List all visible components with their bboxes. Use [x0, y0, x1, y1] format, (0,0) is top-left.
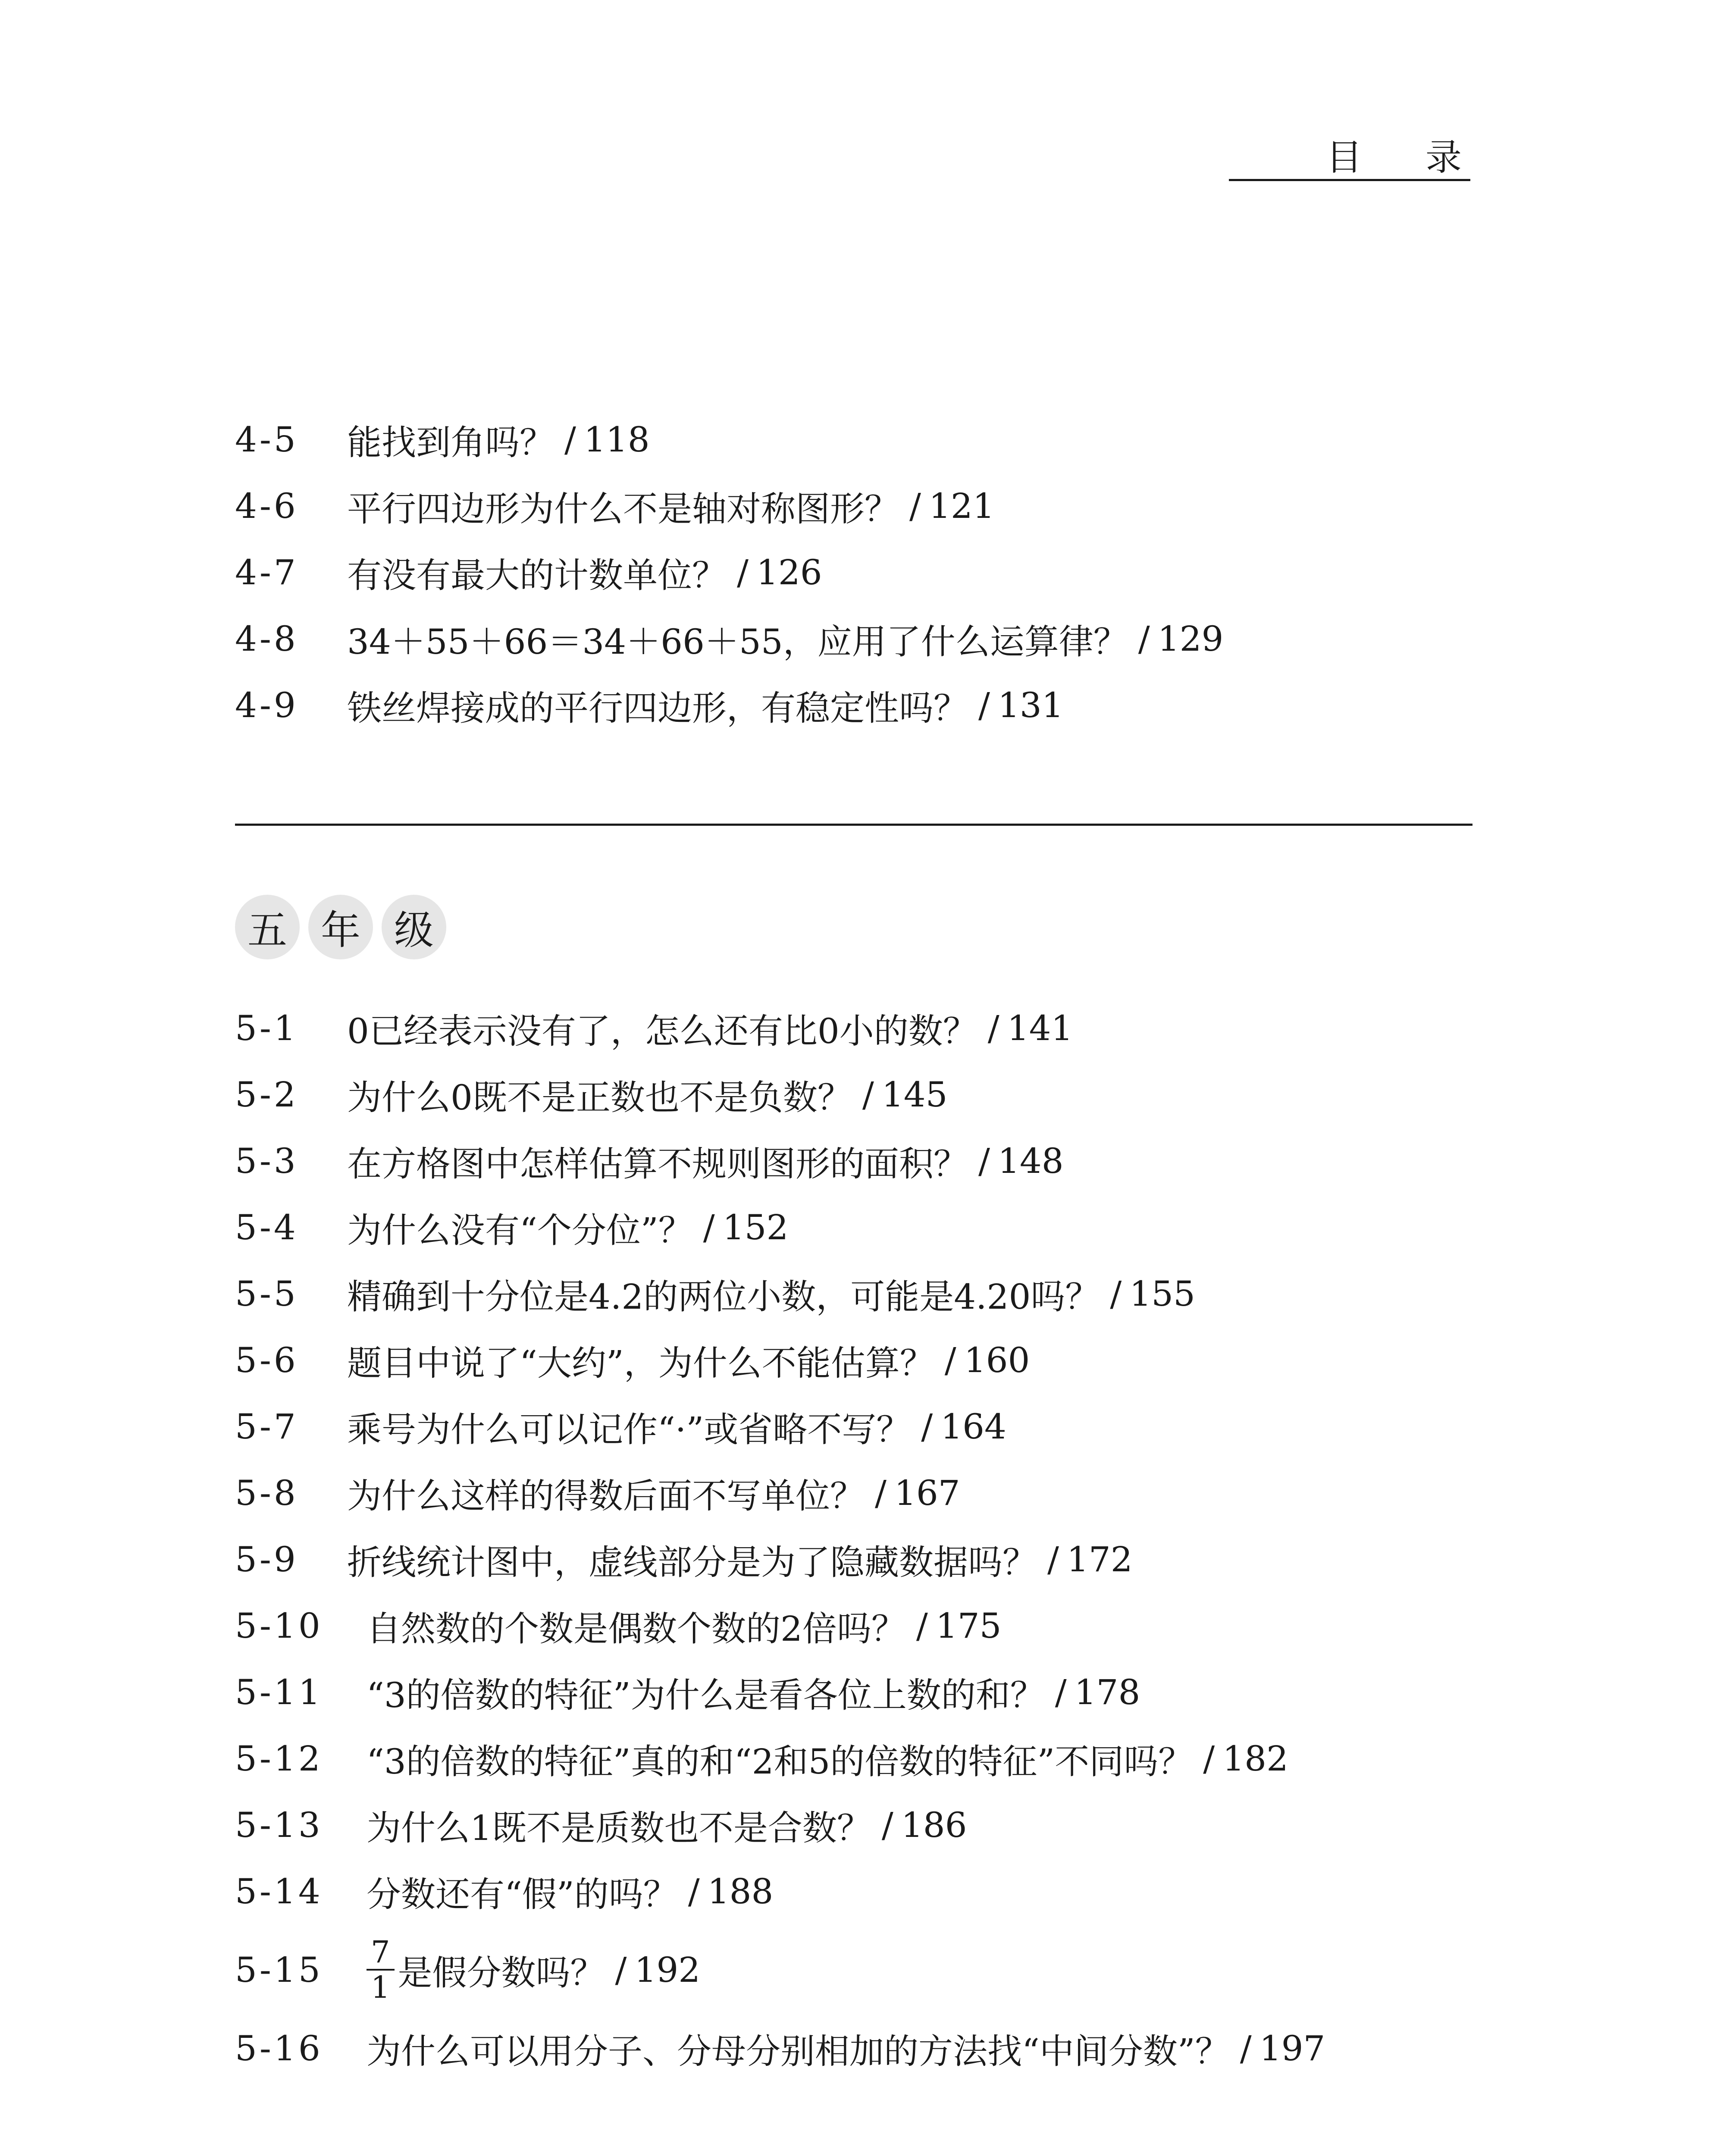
toc-entry-title: 能找到角吗？: [347, 422, 554, 463]
toc-entry-title: 34＋55＋66＝34＋66＋55，应用了什么运算律？: [347, 621, 1128, 662]
toc-entry[interactable]: [235, 995, 1325, 1061]
toc-separator: /: [1047, 1539, 1059, 1579]
header-underline: [1229, 179, 1470, 181]
toc-entry-page: 152: [722, 1207, 789, 1247]
toc-entry-number: 5-9: [235, 1539, 298, 1579]
toc-entry-page: 155: [1129, 1273, 1196, 1314]
toc-entry-title: 自然数的个数是偶数个数的2倍吗？: [367, 1608, 906, 1649]
toc-entry-title: 为什么0既不是正数也不是负数？: [347, 1077, 852, 1118]
toc-entry[interactable]: [235, 1792, 1325, 1858]
toc-entry-page: 160: [964, 1340, 1030, 1380]
toc-entry[interactable]: [235, 1592, 1325, 1659]
toc-entry-title: 是假分数吗？: [398, 1952, 605, 1993]
toc-entry-title: 乘号为什么可以记作“·”或省略不写？: [347, 1409, 911, 1450]
toc-separator: /: [737, 552, 749, 592]
toc-separator: /: [987, 1008, 999, 1048]
toc-entry-number: 5-1: [235, 1008, 298, 1048]
toc-separator: /: [978, 1141, 990, 1181]
toc-separator: /: [1138, 618, 1150, 659]
toc-entry-page: 121: [928, 486, 995, 526]
toc-separator: /: [978, 685, 990, 725]
toc-entry-page: 118: [583, 419, 650, 460]
toc-entry-number: 5-4: [235, 1207, 298, 1247]
toc-entry-number: 5-11: [235, 1672, 323, 1712]
toc-separator: /: [615, 1949, 627, 1990]
toc-entry[interactable]: [235, 1194, 1325, 1260]
toc-entry-page: 126: [756, 552, 822, 592]
toc-separator: /: [688, 1871, 700, 1912]
toc-entry[interactable]: [235, 2015, 1325, 2081]
toc-separator: /: [564, 419, 576, 460]
grade-heading-char: 年: [308, 895, 373, 959]
toc-entry-page: 145: [881, 1074, 948, 1115]
toc-entry-number: 4-9: [235, 685, 298, 725]
toc-entry-number: 5-14: [235, 1871, 323, 1912]
toc-entry-page: 175: [935, 1605, 1002, 1646]
toc-separator: /: [1240, 2028, 1252, 2068]
toc-separator: /: [875, 1473, 887, 1513]
grade-heading-char: 五: [235, 895, 300, 959]
toc-entry[interactable]: [235, 1061, 1325, 1128]
toc-entry-number: 5-6: [235, 1340, 298, 1380]
toc-entry-page: 178: [1074, 1672, 1140, 1712]
toc-entry[interactable]: [235, 1725, 1325, 1792]
toc-entry[interactable]: [235, 1128, 1325, 1194]
toc-entry-number: 5-7: [235, 1406, 298, 1447]
toc-entry-page: 167: [894, 1473, 960, 1513]
toc-entry[interactable]: [235, 539, 1223, 605]
toc-entry-title: 为什么可以用分子、分母分别相加的方法找“中间分数”？: [367, 2031, 1230, 2071]
toc-entry-number: 5-8: [235, 1473, 298, 1513]
toc-entry-number: 5-15: [235, 1949, 323, 1990]
page-header-title: 目 录: [1326, 136, 1488, 179]
toc-entry[interactable]: [235, 1924, 1325, 2015]
toc-entry-number: 5-13: [235, 1805, 323, 1845]
toc-entry[interactable]: [235, 473, 1223, 539]
grade-heading-char: 级: [382, 895, 446, 959]
toc-entry[interactable]: [235, 605, 1223, 672]
toc-entry[interactable]: [235, 1858, 1325, 1924]
toc-separator: /: [1203, 1738, 1215, 1779]
toc-entry[interactable]: [235, 1460, 1325, 1526]
grade5-heading: [235, 895, 446, 959]
toc-entry[interactable]: [235, 1526, 1325, 1592]
toc-entry-title: 为什么这样的得数后面不写单位？: [347, 1476, 865, 1516]
toc-entry-title: 平行四边形为什么不是轴对称图形？: [347, 489, 899, 529]
toc-entry-number: 5-2: [235, 1074, 298, 1115]
toc-entry-page: 141: [1007, 1008, 1073, 1048]
toc-entry-title: “3的倍数的特征”真的和“2和5的倍数的特征”不同吗？: [367, 1741, 1193, 1782]
toc-entry-number: 4-8: [235, 618, 298, 659]
toc-separator: /: [881, 1805, 893, 1845]
toc-entry-page: 197: [1259, 2028, 1325, 2068]
toc-entry-number: 4-6: [235, 486, 298, 526]
toc-entry-page: 182: [1222, 1738, 1288, 1779]
toc-entry[interactable]: [235, 406, 1223, 473]
toc-entry[interactable]: [235, 1393, 1325, 1460]
toc-entry-page: 188: [707, 1871, 774, 1912]
toc-entry-title: 有没有最大的计数单位？: [347, 555, 727, 595]
toc-entry-number: 4-7: [235, 552, 298, 592]
toc-entry-title: 铁丝焊接成的平行四边形，有稳定性吗？: [347, 688, 968, 728]
toc-separator: /: [944, 1340, 956, 1380]
toc-entry[interactable]: [235, 1659, 1325, 1725]
toc-entry[interactable]: [235, 1260, 1325, 1327]
toc-entry-title: “3的倍数的特征”为什么是看各位上数的和？: [367, 1675, 1045, 1715]
toc-entry-title: 题目中说了“大约”，为什么不能估算？: [347, 1343, 934, 1383]
toc-entry-number: 5-10: [235, 1605, 323, 1646]
toc-entry-page: 172: [1066, 1539, 1133, 1579]
toc-entry-title: 折线统计图中，虚线部分是为了隐藏数据吗？: [347, 1542, 1037, 1583]
toc-entry-number: 5-5: [235, 1273, 298, 1314]
toc-separator: /: [921, 1406, 933, 1447]
fraction-denominator: 1: [367, 1969, 395, 2004]
toc-separator: /: [1110, 1273, 1122, 1314]
toc-entry-title: 为什么1既不是质数也不是合数？: [367, 1808, 871, 1848]
toc-separator: /: [862, 1074, 874, 1115]
toc-separator: /: [703, 1207, 715, 1247]
toc-entry-page: 186: [901, 1805, 967, 1845]
toc-entry-number: 5-16: [235, 2028, 323, 2068]
toc-entry-number: 4-5: [235, 419, 298, 460]
toc-entry-page: 192: [634, 1949, 701, 1990]
toc-entry-page: 164: [940, 1406, 1006, 1447]
toc-entry-number: 5-12: [235, 1738, 323, 1779]
toc-entry-page: 148: [997, 1141, 1064, 1181]
toc-entry-page: 131: [997, 685, 1064, 725]
fraction-numerator: 7: [371, 1934, 390, 1970]
toc-separator: /: [909, 486, 921, 526]
toc-separator: /: [916, 1605, 928, 1646]
toc-entry-title: 0已经表示没有了，怎么还有比0小的数？: [347, 1011, 977, 1051]
toc-entry-page: 129: [1157, 618, 1224, 659]
toc-grade4-list: [235, 406, 1223, 738]
toc-grade5-list: [235, 995, 1325, 2081]
toc-separator: /: [1055, 1672, 1067, 1712]
section-divider: [235, 824, 1472, 826]
toc-entry[interactable]: [235, 1327, 1325, 1393]
toc-entry-title: 在方格图中怎样估算不规则图形的面积？: [347, 1144, 968, 1184]
toc-entry-number: 5-3: [235, 1141, 298, 1181]
toc-entry-title: 分数还有“假”的吗？: [367, 1874, 678, 1915]
toc-entry-title: 为什么没有“个分位”？: [347, 1210, 693, 1250]
fraction: [367, 1935, 395, 2004]
toc-entry-title: 精确到十分位是4.2的两位小数，可能是4.20吗？: [347, 1276, 1100, 1317]
toc-entry[interactable]: [235, 672, 1223, 738]
